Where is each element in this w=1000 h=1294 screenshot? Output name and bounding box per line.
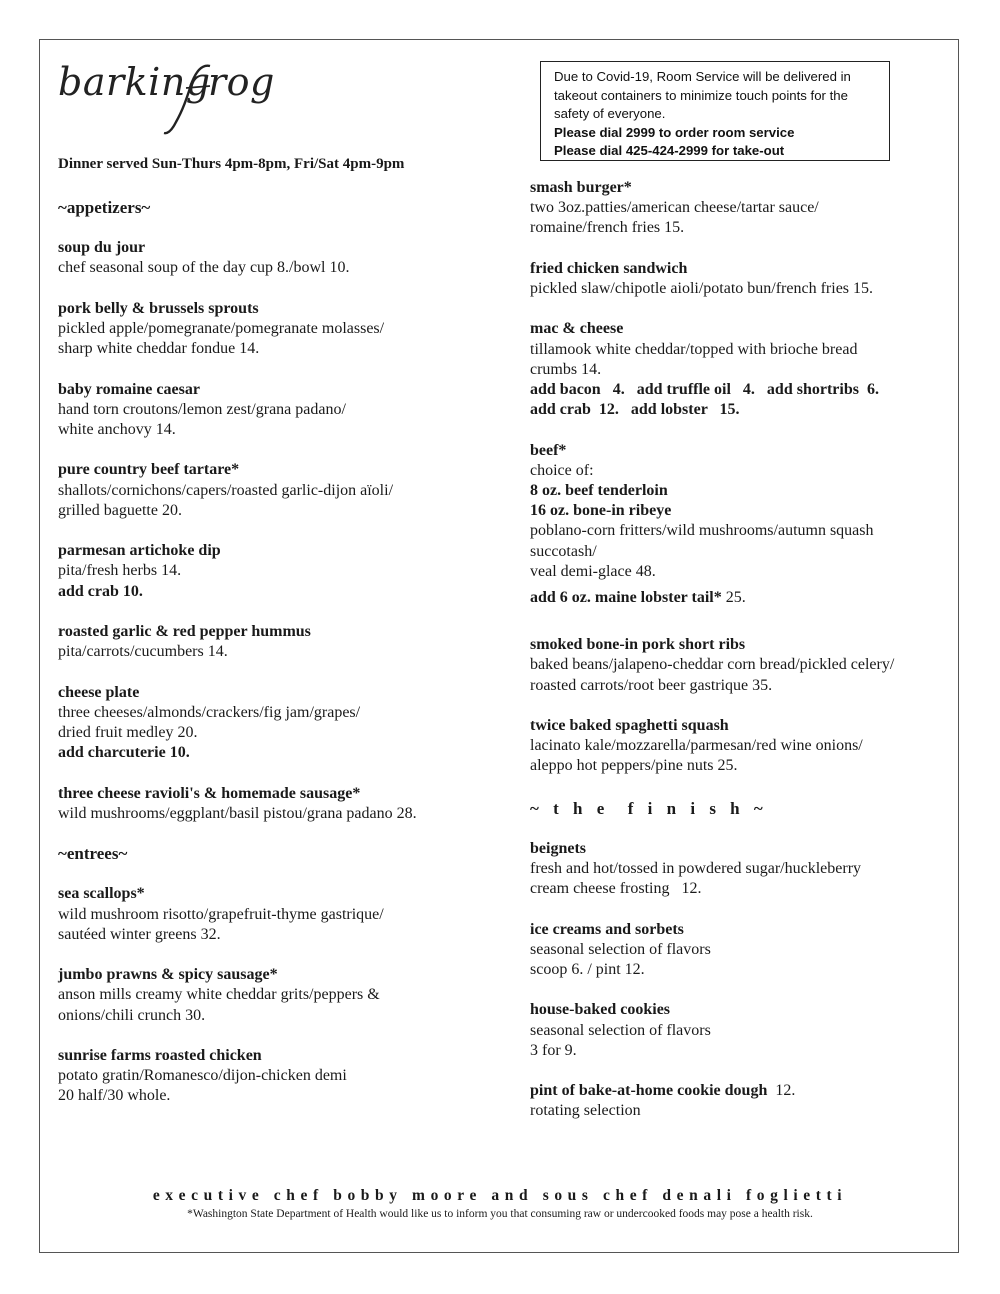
item-description: pickled apple/pomegranate/pomegranate molasses/ (58, 320, 385, 337)
item-name: baby romaine caesar (58, 380, 200, 398)
item-name: roasted garlic & red pepper hummus (58, 622, 311, 640)
item-description: seasonal selection of flavors (530, 1021, 711, 1039)
item-description: chef seasonal soup of the day cup 8./bowl 10. (58, 259, 350, 277)
item-name: pork belly & brussels sprouts (58, 299, 259, 317)
item-addon: add crab 12. add lobster 15. (530, 401, 740, 419)
footer-chef-credit: executive chef bobby moore and sous chef denali foglietti (152, 1187, 848, 1204)
item-name: house-baked cookies (530, 1001, 671, 1019)
left-column (58, 198, 518, 1127)
notice-line: safety of everyone. (554, 106, 666, 121)
menu-item (58, 299, 518, 360)
menu-item (58, 380, 518, 441)
menu-item (58, 1046, 518, 1107)
item-addon: add bacon 4. add truffle oil 4. add shortribs 6. (530, 381, 879, 398)
item-name: jumbo prawns & spicy sausage* (58, 966, 278, 984)
item-price: 12. (767, 1082, 796, 1100)
item-name: parmesan artichoke dip (58, 542, 221, 560)
item-description: pita/carrots/cucumbers 14. (58, 643, 228, 661)
menu-item (530, 1000, 950, 1061)
item-name: pint of bake-at-home cookie dough (530, 1082, 768, 1100)
item-name: sunrise farms roasted chicken (58, 1046, 262, 1064)
right-column (530, 178, 950, 1142)
logo-text-left: barking (58, 60, 211, 104)
item-name: soup du jour (58, 239, 146, 257)
menu-item (530, 635, 950, 696)
item-description: succotash/ (530, 542, 597, 560)
item-description: hand torn croutons/lemon zest/grana padano/ (58, 400, 346, 418)
item-name: beef* (530, 441, 567, 459)
item-description: shallots/cornichons/capers/roasted garlic-dijon aïoli/ (58, 481, 394, 499)
item-description: anson mills creamy white cheddar grits/peppers & (58, 986, 380, 1004)
menu-item (58, 965, 518, 1026)
item-option: 8 oz. beef tenderloin (530, 482, 668, 499)
item-description: wild mushroom risotto/grapefruit-thyme gastrique/ (58, 905, 384, 923)
item-description: baked beans/jalapeno-cheddar corn bread/pickled celery/ (530, 656, 895, 674)
item-description: veal demi-glace 48. (530, 562, 656, 580)
menu-item (530, 178, 950, 239)
item-description: pita/fresh herbs 14. (58, 562, 182, 580)
item-name: beignets (530, 839, 586, 857)
notice-room-service: Please dial 2999 to order room service (554, 124, 795, 140)
item-description: grilled baguette 20. (58, 501, 182, 519)
item-description: aleppo hot peppers/pine nuts 25. (530, 757, 738, 775)
menu-item (58, 622, 518, 662)
item-name: mac & cheese (530, 320, 624, 338)
item-description: dried fruit medley 20. (58, 723, 198, 741)
menu-item (58, 238, 518, 278)
section-heading-finish: ~ t h e f i n i s h ~ (530, 798, 768, 818)
item-description: fresh and hot/tossed in powdered sugar/huckleberry (530, 860, 862, 878)
notice-line: takeout containers to minimize touch points for the (554, 87, 848, 103)
menu-item (530, 441, 950, 582)
menu-item-addon-line (530, 588, 950, 608)
item-name: smash burger* (530, 179, 632, 196)
footer-health-note: *Washington State Department of Health would like us to inform you that consuming raw or undercooked foods may pose a health risk. (187, 1208, 813, 1220)
item-description: pickled slaw/chipotle aioli/potato bun/french fries 15. (530, 280, 874, 297)
menu-item (530, 259, 950, 299)
item-description: tillamook white cheddar/topped with brioche bread (530, 340, 858, 358)
item-description: sautéed winter greens 32. (58, 925, 221, 943)
menu-item (530, 920, 950, 981)
item-addon: add charcuterie 10. (58, 744, 190, 762)
dinner-hours: Dinner served Sun-Thurs 4pm-8pm, Fri/Sat 4pm-9pm (58, 156, 405, 172)
item-name: smoked bone-in pork short ribs (530, 636, 746, 654)
menu-item (58, 683, 518, 764)
item-name: twice baked spaghetti squash (530, 717, 729, 735)
section-heading-appetizers: ~appetizers~ (58, 198, 151, 217)
item-description: scoop 6. / pint 12. (530, 961, 645, 979)
item-description: romaine/french fries 15. (530, 219, 685, 237)
item-description: wild mushrooms/eggplant/basil pistou/grana padano 28. (58, 804, 417, 822)
item-description: sharp white cheddar fondue 14. (58, 340, 260, 358)
item-description: two 3oz.patties/american cheese/tartar sauce/ (530, 199, 819, 217)
covid-notice-box (540, 61, 890, 161)
menu-item (530, 319, 950, 420)
menu-item (58, 541, 518, 602)
menu-item (530, 716, 950, 777)
notice-line: Due to Covid-19, Room Service will be delivered in (554, 69, 851, 84)
item-description: seasonal selection of flavors (530, 940, 711, 958)
item-description: three cheeses/almonds/crackers/fig jam/grapes/ (58, 703, 361, 721)
item-description: rotating selection (530, 1102, 641, 1120)
section-heading-entrees: ~entrees~ (58, 844, 128, 864)
menu-item (530, 1081, 950, 1121)
item-description: potato gratin/Romanesco/dijon-chicken demi (58, 1067, 347, 1085)
item-addon: add crab 10. (58, 582, 143, 600)
item-name: cheese plate (58, 683, 140, 701)
item-name: pure country beef tartare* (58, 461, 240, 479)
item-description: white anchovy 14. (58, 421, 176, 438)
item-name: sea scallops* (58, 885, 145, 903)
item-description: choice of: (530, 461, 594, 479)
logo-text-right: rog (208, 60, 275, 104)
item-description: poblano-corn fritters/wild mushrooms/autumn squash (530, 522, 874, 540)
barking-frog-logo (58, 60, 298, 140)
menu-item (530, 839, 950, 900)
item-description: 20 half/30 whole. (58, 1087, 171, 1105)
item-description: onions/chili crunch 30. (58, 1006, 206, 1024)
item-description: crumbs 14. (530, 360, 602, 378)
item-description: 3 for 9. (530, 1041, 577, 1059)
item-name: fried chicken sandwich (530, 259, 688, 277)
item-description: cream cheese frosting 12. (530, 880, 702, 898)
menu-item (58, 884, 518, 945)
menu-item (58, 784, 518, 824)
item-description: lacinato kale/mozzarella/parmesan/red wine onions/ (530, 737, 863, 755)
item-option: 16 oz. bone-in ribeye (530, 502, 672, 520)
notice-take-out: Please dial 425-424-2999 for take-out (554, 143, 785, 158)
item-name: three cheese ravioli's & homemade sausage* (58, 784, 361, 802)
addon-bold: add 6 oz. maine lobster tail* (530, 589, 722, 607)
item-name: ice creams and sorbets (530, 920, 684, 938)
menu-item (58, 460, 518, 521)
addon-price: 25. (721, 589, 746, 607)
item-description: roasted carrots/root beer gastrique 35. (530, 676, 773, 694)
